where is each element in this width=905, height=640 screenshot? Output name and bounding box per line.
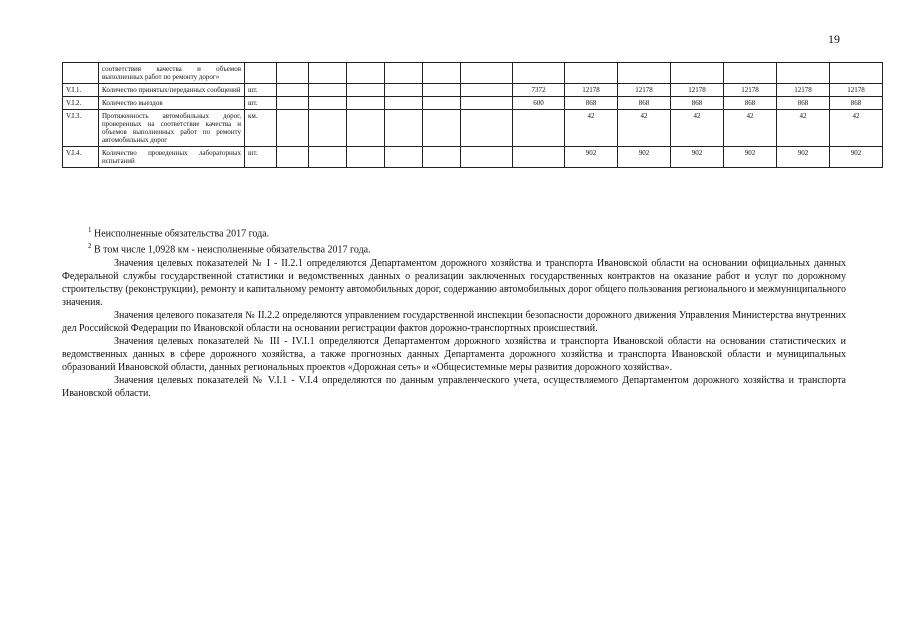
value-cell xyxy=(277,110,309,147)
value-cell xyxy=(513,63,565,84)
value-cell xyxy=(423,147,461,168)
value-cell xyxy=(277,63,309,84)
value-cell xyxy=(513,110,565,147)
value-cell xyxy=(513,147,565,168)
paragraph-indicators-v: Значения целевых показателей № V.I.1 - V.I.4 определяются по данным управленческого учета, осуществляемого Департаментом дорожного хозяйства и транспорта Ивановской области. xyxy=(62,374,846,399)
row-unit-cell: шт. xyxy=(245,84,277,97)
row-name-cell: соответствия качества и объемов выполненных работ по ремонту дорог» xyxy=(99,63,245,84)
value-cell xyxy=(385,63,423,84)
value-cell xyxy=(309,147,347,168)
row-unit-cell xyxy=(245,63,277,84)
value-cell xyxy=(423,97,461,110)
value-cell xyxy=(309,110,347,147)
value-cell xyxy=(461,97,513,110)
value-cell xyxy=(309,84,347,97)
paragraph-indicators-iii-iv: Значения целевых показателей № III - IV.I.1 определяются Департаментом дорожного хозяйства и транспорта Ивановской области на основании статистических и ведомственных данных в сфере дорожного хозяйства, а также прогнозных данных Департамента дорожного хозяйства и транспорта Ивановской области и муниципальных образований Ивановской области, данных региональных проектов «Дорожная сеть» и «Общесистемные меры развития дорожного хозяйства». xyxy=(62,335,846,373)
value-cell: 902 xyxy=(565,147,618,168)
value-cell xyxy=(461,63,513,84)
footnote-mark: 1 xyxy=(88,226,92,234)
value-cell xyxy=(461,84,513,97)
row-name-cell: Количество принятых/переданных сообщений xyxy=(99,84,245,97)
value-cell: 600 xyxy=(513,97,565,110)
value-cell xyxy=(724,63,777,84)
table-row xyxy=(63,84,883,97)
value-cell xyxy=(347,84,385,97)
value-cell: 902 xyxy=(671,147,724,168)
value-cell xyxy=(347,97,385,110)
value-cell xyxy=(385,147,423,168)
value-cell: 42 xyxy=(671,110,724,147)
table-row xyxy=(63,63,883,84)
value-cell: 902 xyxy=(777,147,830,168)
value-cell: 42 xyxy=(830,110,883,147)
row-unit-cell: шт. xyxy=(245,147,277,168)
footnote-text: Неисполненные обязательства 2017 года. xyxy=(91,228,270,240)
value-cell: 868 xyxy=(565,97,618,110)
value-cell xyxy=(309,63,347,84)
value-cell: 42 xyxy=(618,110,671,147)
value-cell xyxy=(385,110,423,147)
row-code-cell: V.I.1. xyxy=(63,84,99,97)
value-cell: 868 xyxy=(724,97,777,110)
row-code-cell: V.I.2. xyxy=(63,97,99,110)
value-cell: 868 xyxy=(671,97,724,110)
row-unit-cell: км. xyxy=(245,110,277,147)
table-row xyxy=(63,97,883,110)
footnote-text: В том числе 1,0928 км - неисполненные обязательства 2017 года. xyxy=(91,244,371,256)
value-cell: 902 xyxy=(618,147,671,168)
value-cell xyxy=(309,97,347,110)
page-number: 19 xyxy=(828,32,840,46)
value-cell xyxy=(777,63,830,84)
value-cell xyxy=(618,63,671,84)
footnote-1 xyxy=(62,224,846,240)
value-cell: 42 xyxy=(724,110,777,147)
value-cell: 12178 xyxy=(671,84,724,97)
value-cell xyxy=(423,84,461,97)
value-cell xyxy=(385,84,423,97)
value-cell: 12178 xyxy=(830,84,883,97)
value-cell: 868 xyxy=(830,97,883,110)
paragraph-indicators-i-ii: Значения целевых показателей № I - II.2.1 определяются Департаментом дорожного хозяйства и транспорта Ивановской области на основании официальных данных Федеральной службы государственной статистики и ведомственных данных о реализации заключенных государственных контрактов на оказание работ и услуг по дорожному строительству (реконструкции), ремонту и капитальному ремонту автомобильных дорог, содержанию автомобильных дорог общего пользования регионального и межмуниципального значения. xyxy=(62,257,846,308)
value-cell: 42 xyxy=(565,110,618,147)
value-cell: 902 xyxy=(724,147,777,168)
value-cell xyxy=(347,110,385,147)
row-code-cell: V.I.3. xyxy=(63,110,99,147)
row-name-cell: Количество выездов xyxy=(99,97,245,110)
value-cell: 868 xyxy=(777,97,830,110)
notes-section xyxy=(62,224,846,400)
value-cell: 868 xyxy=(618,97,671,110)
value-cell xyxy=(461,147,513,168)
value-cell xyxy=(277,84,309,97)
indicators-table xyxy=(62,62,883,168)
footnote-2 xyxy=(62,240,846,256)
paragraph-indicator-ii-2-2: Значения целевого показателя № II.2.2 определяются управлением государственной инспекции безопасности дорожного движения Управления Министерства внутренних дел Российской Федерации по Ивановской области на основании регистрации фактов дорожно-транспортных происшествий. xyxy=(62,309,846,334)
row-code-cell xyxy=(63,63,99,84)
table-row xyxy=(63,147,883,168)
table-row xyxy=(63,110,883,147)
value-cell xyxy=(671,63,724,84)
value-cell xyxy=(461,110,513,147)
row-unit-cell: шт. xyxy=(245,97,277,110)
value-cell xyxy=(423,63,461,84)
value-cell xyxy=(385,97,423,110)
value-cell: 12178 xyxy=(618,84,671,97)
value-cell: 7372 xyxy=(513,84,565,97)
value-cell: 12178 xyxy=(724,84,777,97)
row-code-cell: V.I.4. xyxy=(63,147,99,168)
table-body xyxy=(63,63,883,168)
value-cell: 12178 xyxy=(777,84,830,97)
value-cell xyxy=(423,110,461,147)
value-cell xyxy=(565,63,618,84)
value-cell: 42 xyxy=(777,110,830,147)
value-cell: 12178 xyxy=(565,84,618,97)
row-name-cell: Протяженность автомобильных дорог, проверенных на соответствие качества и объемов выполненных работ по ремонту автомобильных дорог xyxy=(99,110,245,147)
value-cell xyxy=(277,97,309,110)
row-name-cell: Количество проведенных лабораторных испытаний xyxy=(99,147,245,168)
value-cell xyxy=(347,63,385,84)
value-cell: 902 xyxy=(830,147,883,168)
value-cell xyxy=(830,63,883,84)
value-cell xyxy=(277,147,309,168)
value-cell xyxy=(347,147,385,168)
footnote-mark: 2 xyxy=(88,242,92,251)
